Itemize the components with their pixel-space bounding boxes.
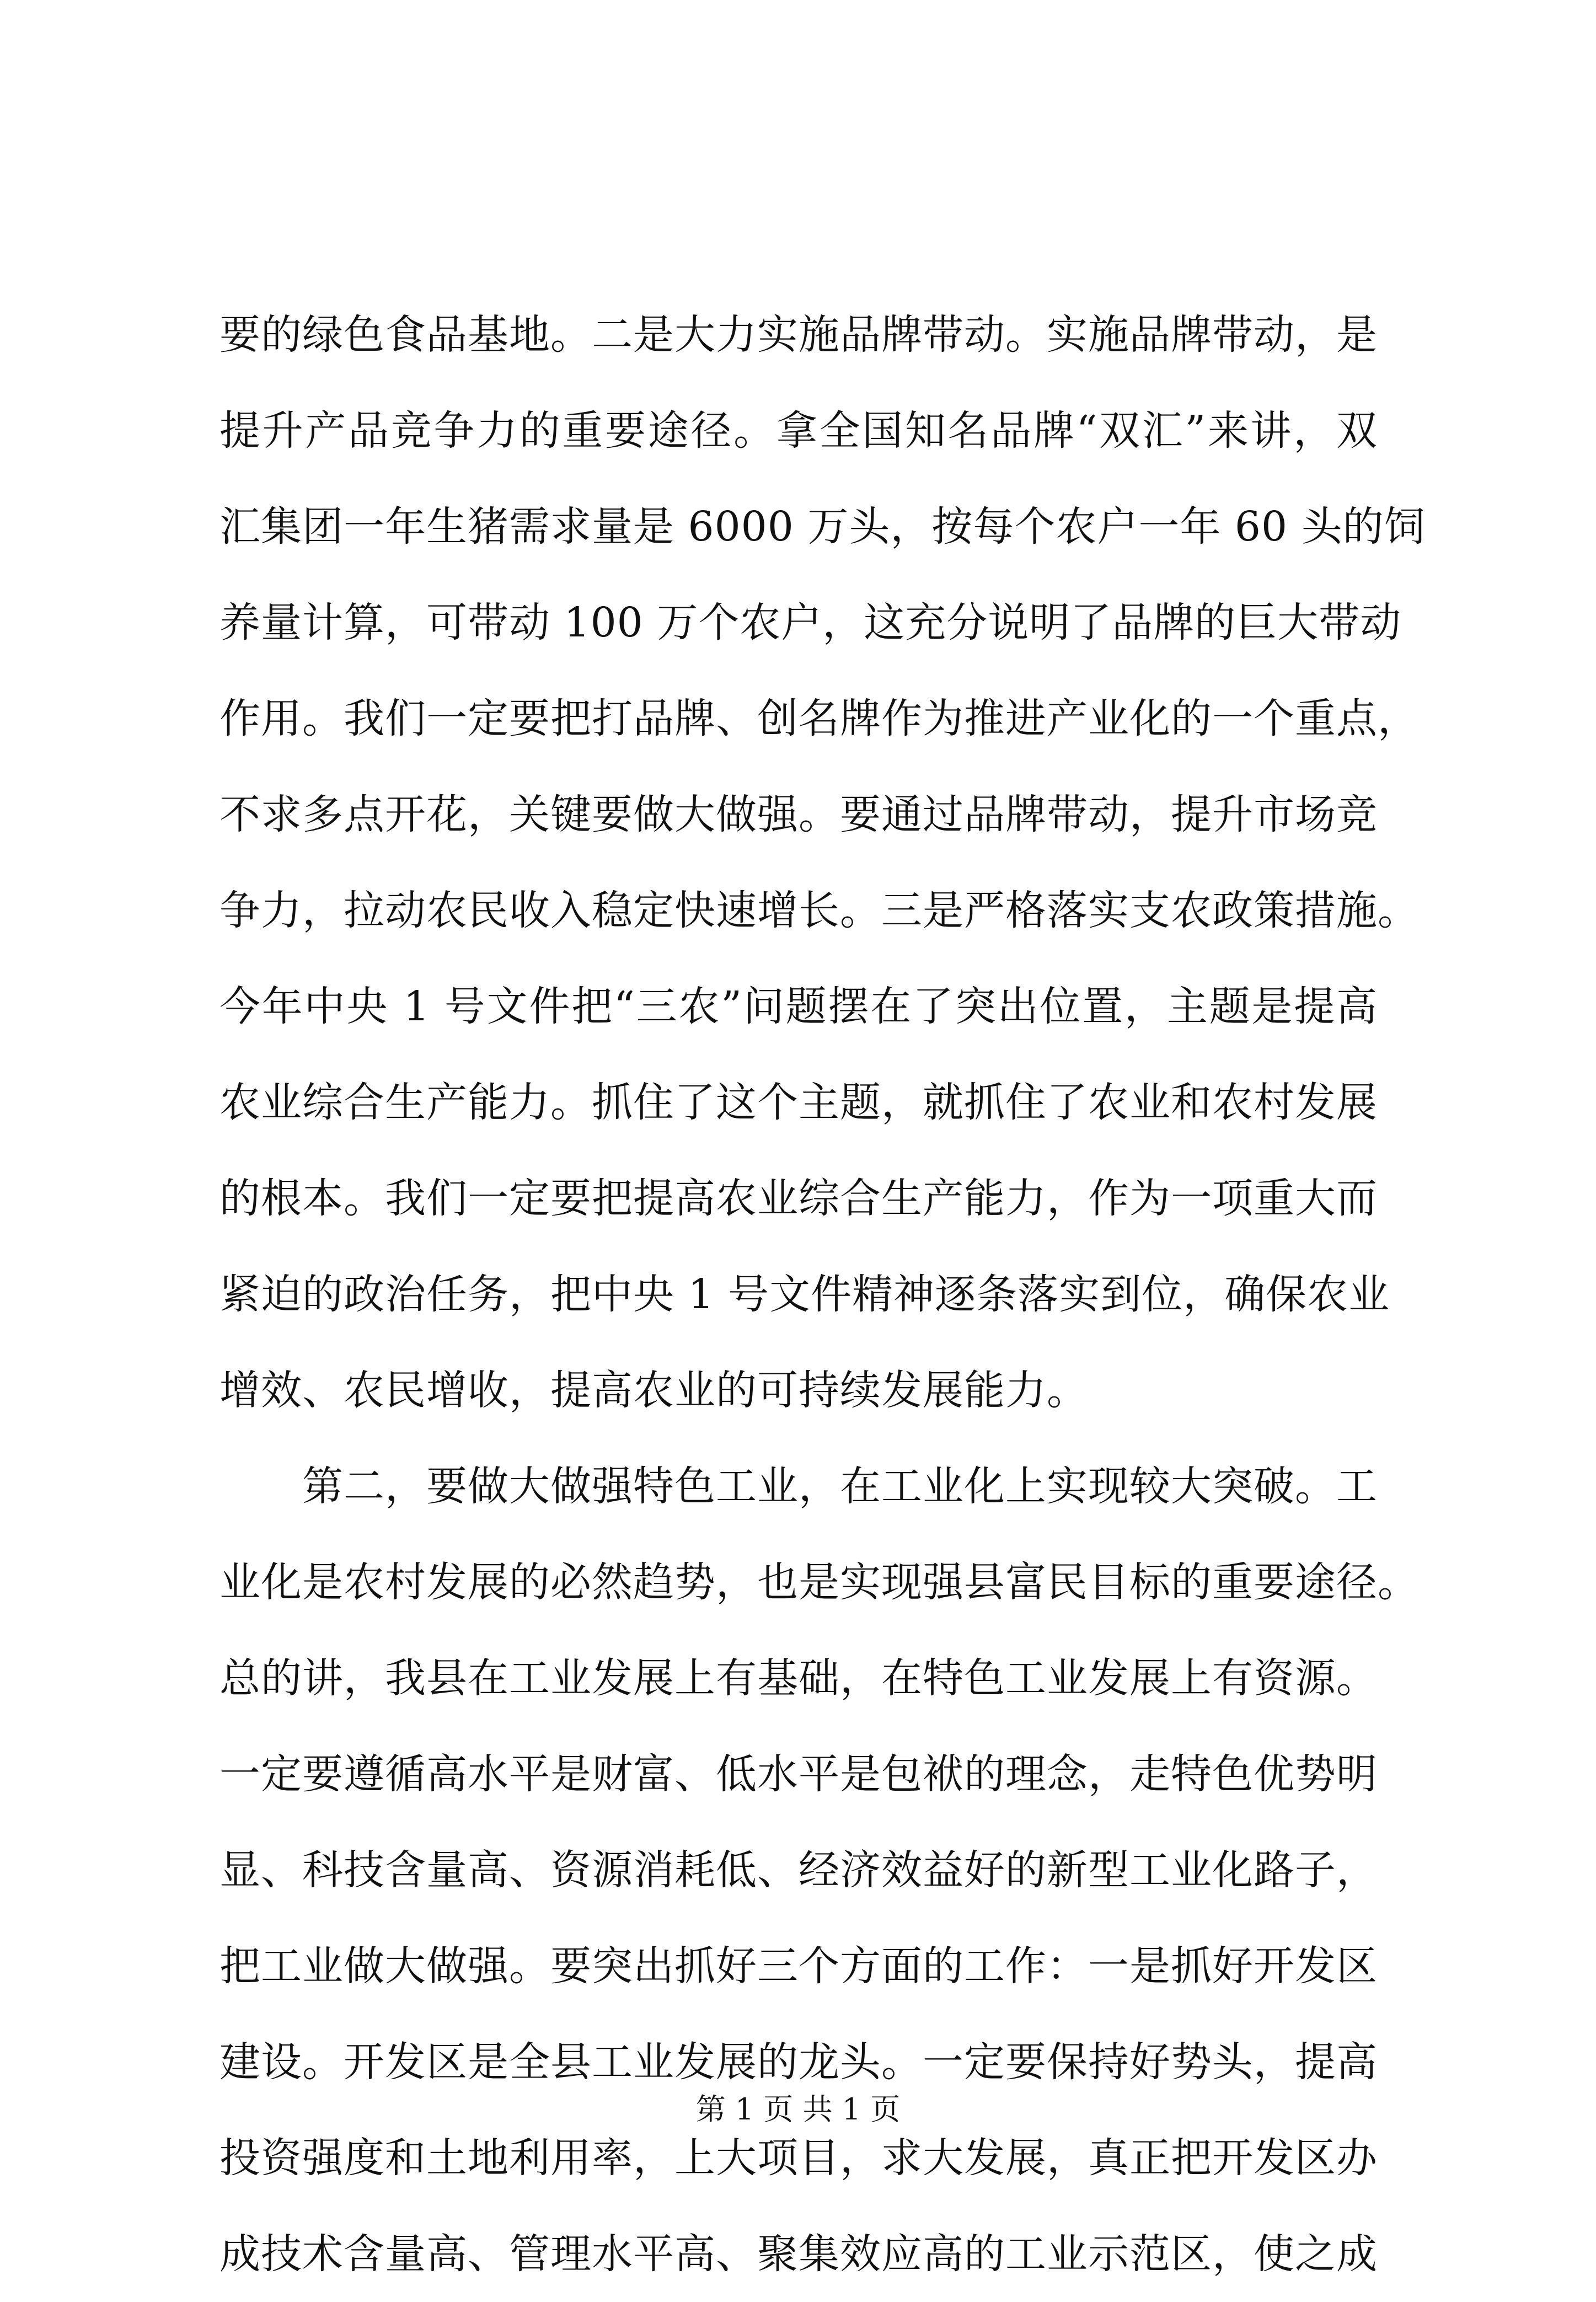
text-line: 作用。我们一定要把打品牌、创名牌作为推进产业化的一个重点， xyxy=(219,695,1419,742)
text-line: 业化是农村发展的必然趋势，也是实现强县富民目标的重要途径。 xyxy=(219,1559,1419,1606)
text-line: 一定要遵循高水平是财富、低水平是包袱的理念，走特色优势明 xyxy=(219,1750,1378,1798)
text-line: 建设。开发区是全县工业发展的龙头。一定要保持好势头，提高 xyxy=(219,2038,1378,2086)
body-text xyxy=(219,287,1426,2302)
text-line: 把工业做大做强。要突出抓好三个方面的工作：一是抓好开发区 xyxy=(219,1942,1378,1990)
text-line: 提升产品竞争力的重要途径。拿全国知名品牌“双汇”来讲，双 xyxy=(219,407,1378,454)
text-line: 今年中央 1 号文件把“三农”问题摆在了突出位置，主题是提高 xyxy=(219,983,1378,1030)
page-footer: 第 1 页 共 1 页 xyxy=(695,2092,901,2127)
text-line: 争力，拉动农民收入稳定快速增长。三是严格落实支农政策措施。 xyxy=(219,887,1419,934)
text-line: 成技术含量高、管理水平高、聚集效应高的工业示范区，使之成 xyxy=(219,2230,1378,2278)
text-line: 要的绿色食品基地。二是大力实施品牌带动。实施品牌带动，是 xyxy=(219,311,1378,358)
text-line: 汇集团一年生猪需求量是 6000 万头，按每个农户一年 60 头的饲 xyxy=(219,503,1426,550)
text-line: 显、科技含量高、资源消耗低、经济效益好的新型工业化路子， xyxy=(219,1846,1378,1894)
paragraph-last-line: 增效、农民增收，提高农业的可持续发展能力。 xyxy=(219,1367,1088,1414)
text-line: 农业综合生产能力。抓住了这个主题，就抓住了农业和农村发展 xyxy=(219,1079,1378,1126)
text-line: 投资强度和土地利用率，上大项目，求大发展，真正把开发区办 xyxy=(219,2134,1378,2182)
text-line: 不求多点开花，关键要做大做强。要通过品牌带动，提升市场竞 xyxy=(219,791,1378,838)
text-line: 总的讲，我县在工业发展上有基础，在特色工业发展上有资源。 xyxy=(219,1655,1378,1702)
text-line: 的根本。我们一定要把提高农业综合生产能力，作为一项重大而 xyxy=(219,1175,1378,1222)
text-line: 养量计算，可带动 100 万个农户，这充分说明了品牌的巨大带动 xyxy=(219,599,1402,646)
text-line: 紧迫的政治任务，把中央 1 号文件精神逐条落实到位，确保农业 xyxy=(219,1271,1390,1318)
paragraph-first-line: 第二，要做大做强特色工业，在工业化上实现较大突破。工 xyxy=(302,1463,1378,1510)
